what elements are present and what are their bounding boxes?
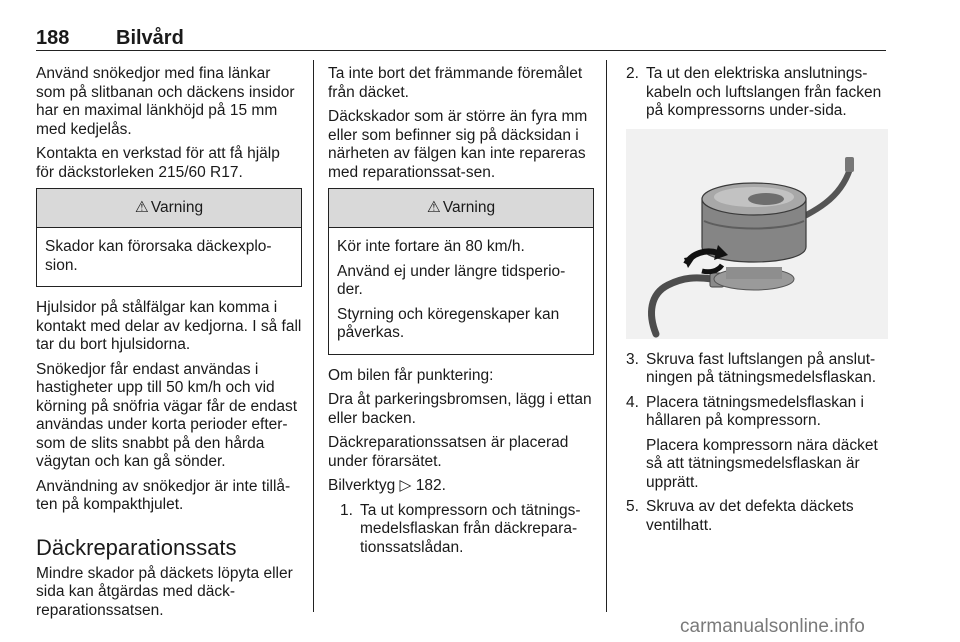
list-text: Placera tätningsmedelsflaskan i hållaren på kompressorn. [646,393,864,429]
warning-triangle-icon: ⚠ [134,198,149,216]
list-subparagraph: Placera kompressorn nära däcket så att tätningsmedelsflaskan är upprätt. [646,436,878,491]
list-text: Ta ut kompressorn och tätnings-medelsflaskan från däckrepara-tionssatslådan. [360,501,581,556]
warning-box-header [329,189,593,228]
column-1 [36,65,302,626]
list-number: 4. [626,393,639,411]
warning-box [36,188,302,287]
list-item [626,498,888,535]
warning-triangle-icon: ⚠ [426,198,441,216]
list-number: 5. [626,498,639,515]
warning-box-body [329,228,593,354]
list-item [626,394,888,431]
watermark: carmanualsonline.info [680,616,865,637]
warning-text: Använd ej under längre tidsperio-der. [337,262,566,298]
page-reference-link[interactable]: 182. [415,477,446,494]
section-title: Bilvård [116,27,184,49]
column-2 [328,65,594,563]
list-item [328,502,594,558]
paragraph: Ta inte bort det främmande föremålet från däcket. [328,65,583,101]
column-divider [313,60,314,612]
paragraph: Däckreparationssatsen är placerad under förarsätet. [328,434,569,470]
warning-text: Skador kan förorsaka däckexplo-sion. [45,238,272,274]
paragraph: Användning av snökedjor är inte tillå-ten på kompakthjulet. [36,477,291,513]
list-number: 3. [626,350,639,368]
paragraph: Använd snökedjor med fina länkar som på slitbanan och däckens insidor har en maximal länkhöjd på 15 mm med kedjelås. [36,65,295,138]
warning-text: Styrning och köregenskaper kan påverkas. [337,305,560,341]
paragraph: Kontakta en verkstad för att få hjälp för däckstorleken 215/60 R17. [36,145,280,181]
list-item [626,351,888,388]
paragraph: Mindre skador på däckets löpyta eller sida kan åtgärdas med däck-reparationssatsen. [36,564,293,619]
compressor-illustration [626,129,888,339]
paragraph: Däckskador som är större än fyra mm eller som befinner sig på däcksidan i närheten av fälgen kan inte repareras med reparationssat-sen. [328,108,588,181]
paragraph-reference [328,477,594,496]
warning-title: Varning [442,198,496,216]
page-header [36,26,886,51]
page-number: 188 [36,27,70,49]
column-3 [626,65,888,541]
reference-triangle-icon: ▷ [399,477,412,494]
warning-title: Varning [150,198,204,216]
warning-box-header [37,189,301,228]
reference-prefix: Bilverktyg [328,477,396,494]
list-text: Skruva fast luftslangen på anslut-ningen på tätningsmedelsflaskan. [646,350,877,386]
list-number: 1. [340,501,353,519]
paragraph: Snökedjor får endast användas i hastigheter upp till 50 km/h och vid körning på snöfria vägar får de endast användas under korta perioder efter-som de slits snabbt på den hårda vägytan och kan gå sönder. [36,360,298,470]
paragraph: Dra åt parkeringsbromsen, lägg i ettan eller backen. [328,391,592,427]
list-text: Skruva av det defekta däckets ventilhatt. [646,498,854,534]
section-heading: Däckreparationssats [36,534,237,560]
warning-box-body [37,228,301,286]
list-number: 2. [626,65,639,82]
list-item [626,65,888,121]
paragraph: Hjulsidor på stålfälgar kan komma i kontakt med delar av kedjorna. I så fall tar du bort hjulsidorna. [36,299,302,353]
column-divider [606,60,607,612]
paragraph: Om bilen får punktering: [328,366,494,384]
warning-box [328,188,594,355]
list-text: Ta ut den elektriska anslutnings-kabeln och luftslangen från facken på kompressorns under-sida. [646,65,882,119]
warning-text: Kör inte fortare än 80 km/h. [337,238,525,255]
